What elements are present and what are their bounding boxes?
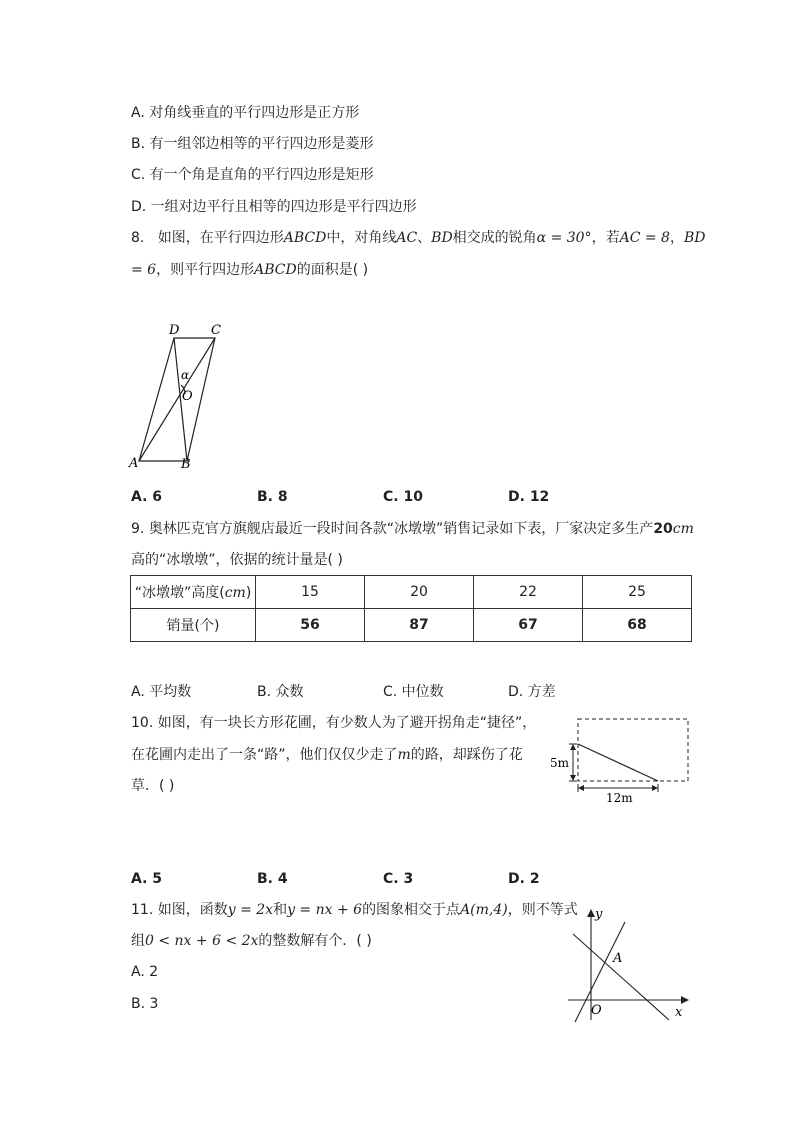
q10-garden-figure xyxy=(548,712,694,806)
label-alpha: α xyxy=(181,368,190,382)
q9-unit: cm xyxy=(672,521,694,537)
q11-option-a: A. 2 xyxy=(131,964,159,980)
x-axis-arrow xyxy=(681,996,689,1004)
q9-stem-line1 xyxy=(131,519,694,539)
q8-text6: 的面积是( ) xyxy=(296,262,369,278)
q9-option-d: D. 方差 xyxy=(508,684,556,700)
q10-stem-line3: 草．( ) xyxy=(131,778,175,794)
q8-text5: ，则平行四边形 xyxy=(156,262,255,278)
label-a: A xyxy=(129,456,139,471)
table-cell: 68 xyxy=(583,609,692,642)
q8-abcd: ABCD xyxy=(283,230,327,246)
q8-stem-line1 xyxy=(131,228,705,248)
q11-option-b: B. 3 xyxy=(131,996,159,1012)
q9-stats-table xyxy=(130,575,692,642)
q8-parallelogram-figure xyxy=(125,318,235,476)
q8-option-c: C. 10 xyxy=(383,489,423,505)
arrow-down xyxy=(570,775,576,781)
arrow-up xyxy=(570,744,576,750)
label-a: A xyxy=(613,951,623,966)
q11-graph-figure xyxy=(563,900,693,1025)
label-d: D xyxy=(169,323,180,338)
q10-stem-line2: 在花圃内走出了一条“路”，他们仅仅少走了m的路，却踩伤了花 xyxy=(131,747,523,763)
garden-rectangle xyxy=(578,719,688,781)
q8-text1: 如图，在平行四边形 xyxy=(157,230,284,246)
label-c: C xyxy=(211,323,221,338)
q8-number: 8. xyxy=(131,230,145,246)
table-cell: 15 xyxy=(256,576,365,609)
label-x: x xyxy=(675,1005,683,1020)
table-row xyxy=(131,609,692,642)
q10-stem-line1: 10. 如图，有一块长方形花圃，有少数人为了避开拐角走“捷径”， xyxy=(131,715,537,731)
q10-option-c: C. 3 xyxy=(383,871,414,887)
table-cell: 20 xyxy=(365,576,474,609)
table-cell: 22 xyxy=(474,576,583,609)
q7-option-d: D. 一组对边平行且相等的四边形是平行四边形 xyxy=(131,199,417,215)
table-cell: 25 xyxy=(583,576,692,609)
label-b: B xyxy=(181,457,191,472)
label-12m: 12m xyxy=(606,791,633,805)
table-cell: 87 xyxy=(365,609,474,642)
table-cell: 56 xyxy=(256,609,365,642)
q9-num: 20 xyxy=(653,521,673,537)
arrow-left xyxy=(578,785,584,791)
q9-option-a: A. 平均数 xyxy=(131,684,192,700)
table-cell: 67 xyxy=(474,609,583,642)
q8-text4: ，若 xyxy=(591,230,620,246)
q9-option-c: C. 中位数 xyxy=(383,684,444,700)
q8-ac: AC xyxy=(396,230,418,246)
q10-option-d: D. 2 xyxy=(508,871,540,887)
q8-line2-eq: = 6 xyxy=(131,262,157,278)
q8-bd-label: BD xyxy=(683,230,706,246)
q9-options xyxy=(131,682,651,702)
table-header-height: “冰墩墩”高度(cm) xyxy=(131,576,256,609)
q10-options xyxy=(131,869,651,889)
q8-text3: 相交成的锐角 xyxy=(452,230,537,246)
q8-stem-line2 xyxy=(131,260,368,280)
q8-bd: BD xyxy=(431,230,453,246)
q9-line1: 9. 奥林匹克官方旗舰店最近一段时间各款“冰墩墩”销售记录如下表，厂家决定多生产 xyxy=(131,521,654,537)
q8-option-d: D. 12 xyxy=(508,489,550,505)
q10-option-b: B. 4 xyxy=(257,871,288,887)
q9-option-b: B. 众数 xyxy=(257,684,304,700)
q8-option-a: A. 6 xyxy=(131,489,163,505)
table-row xyxy=(131,576,692,609)
shortcut-path xyxy=(578,744,658,781)
q11-stem-line2: 组0 < nx + 6 < 2x的整数解有个．( ) xyxy=(131,933,372,949)
label-5m: 5m xyxy=(550,756,570,770)
q7-option-b: B. 有一组邻边相等的平行四边形是菱形 xyxy=(131,136,374,152)
arrow-right xyxy=(652,785,658,791)
q8-options xyxy=(131,487,651,507)
q8-sep: 、 xyxy=(417,230,432,246)
q10-option-a: A. 5 xyxy=(131,871,163,887)
label-y: y xyxy=(595,907,603,922)
q8-comma: ， xyxy=(669,230,684,246)
label-o: O xyxy=(591,1003,602,1018)
label-o: O xyxy=(182,389,193,404)
q8-abcd2: ABCD xyxy=(254,262,297,278)
q8-alpha: α = 30° xyxy=(536,230,592,246)
q7-option-c: C. 有一个角是直角的平行四边形是矩形 xyxy=(131,167,374,183)
y-axis-arrow xyxy=(587,909,595,917)
q8-option-b: B. 8 xyxy=(257,489,288,505)
q9-stem-line2: 高的“冰墩墩”，依据的统计量是( ) xyxy=(131,552,343,568)
line-y-nx-6 xyxy=(573,934,669,1020)
q8-text2: 中，对角线 xyxy=(326,230,397,246)
q11-stem-line1: 11. 如图，函数y = 2x和y = nx + 6的图象相交于点A(m,4)，则不等式 xyxy=(131,902,578,918)
table-header-sales: 销量(个) xyxy=(131,609,256,642)
diagonal-ac xyxy=(139,338,215,461)
q8-ac-eq: AC = 8 xyxy=(619,230,670,246)
q7-option-a: A. 对角线垂直的平行四边形是正方形 xyxy=(131,105,360,121)
